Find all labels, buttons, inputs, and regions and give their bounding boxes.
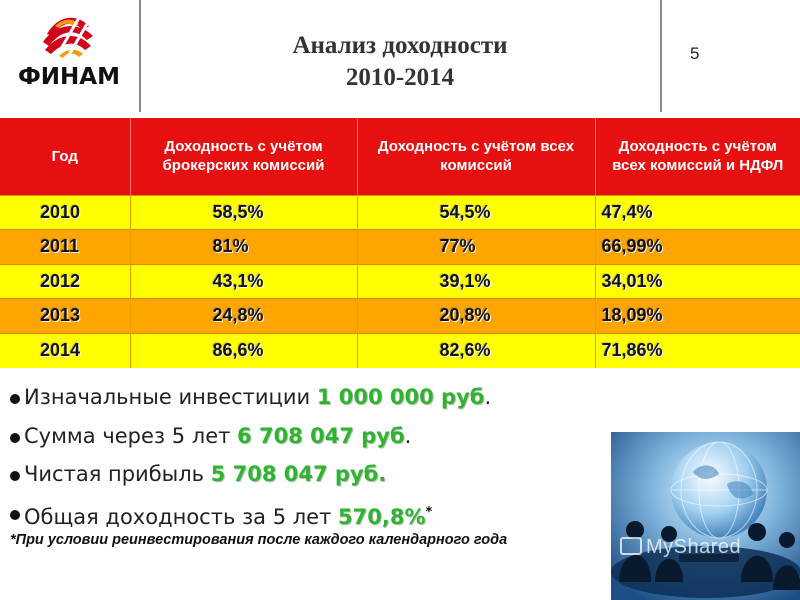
bullet-suffix: .: [404, 423, 412, 448]
table-row: [0, 299, 800, 334]
cell-year: 2011: [0, 230, 130, 265]
bullet-value: 5 708 047 руб.: [210, 462, 387, 486]
cell-all-fees: 39,1%: [357, 264, 595, 299]
cell-year: 2013: [0, 299, 130, 334]
cell-all-fees: 77%: [357, 230, 595, 265]
cell-all-fees-tax: 34,01%: [595, 264, 800, 299]
cell-year: 2014: [0, 333, 130, 368]
returns-table: [0, 118, 800, 368]
table-row: [0, 195, 800, 230]
slide-title-line2: 2010-2014: [345, 64, 455, 91]
header-divider-left: [139, 0, 141, 112]
cell-broker-fees: 86,6%: [130, 333, 357, 368]
bullet-text: Сумма через 5 лет: [24, 423, 238, 448]
slide-title: [142, 30, 658, 94]
cell-year: 2012: [0, 264, 130, 299]
business-globe-image: [611, 432, 800, 600]
cell-broker-fees: 81%: [130, 230, 357, 265]
cell-all-fees: 20,8%: [357, 299, 595, 334]
header-all-fees: Доходность с учётом всех комиссий: [357, 118, 595, 195]
bullet-value: 1 000 000 руб: [316, 385, 485, 409]
header-broker-fees: Доходность с учётом брокерских комиссий: [130, 118, 357, 195]
watermark-logo-icon: [620, 537, 642, 555]
table-row: [0, 264, 800, 299]
list-item-initial-investment: [10, 378, 610, 417]
table-header-row: [0, 118, 800, 195]
cell-all-fees-tax: 18,09%: [595, 299, 800, 334]
watermark: [620, 536, 741, 559]
cell-broker-fees: 43,1%: [130, 264, 357, 299]
cell-all-fees-tax: 66,99%: [595, 230, 800, 265]
footnote: *При условии реинвестирования после каждого календарного года: [10, 532, 508, 548]
cell-all-fees-tax: 47,4%: [595, 195, 800, 230]
header-divider-right: [660, 0, 662, 112]
bullet-text: Изначальные инвестиции: [24, 385, 317, 409]
cell-all-fees: 54,5%: [357, 195, 595, 230]
cell-all-fees: 82,6%: [357, 333, 595, 368]
cell-all-fees-tax: 71,86%: [595, 333, 800, 368]
logo-text: ФИНАМ: [18, 64, 120, 90]
bullet-suffix: .: [484, 385, 492, 409]
header-year: Год: [0, 118, 130, 195]
watermark-text: MyShared: [646, 536, 742, 558]
list-item-total-amount: [10, 417, 610, 456]
bullet-value: 570,8%: [338, 504, 426, 529]
page-number: 5: [690, 44, 700, 63]
bullet-text: Чистая прибыль: [24, 462, 211, 486]
header-all-fees-tax: Доходность с учётом всех комиссий и НДФЛ: [595, 118, 800, 195]
cell-broker-fees: 24,8%: [130, 299, 357, 334]
list-item-total-return: [10, 494, 610, 533]
table-row: [0, 230, 800, 265]
bullet-text: Общая доходность за 5 лет: [24, 504, 339, 529]
list-item-net-profit: [10, 455, 610, 494]
cell-year: 2010: [0, 195, 130, 230]
summary-list: [10, 378, 610, 532]
table-row: [0, 333, 800, 368]
bullet-value: 6 708 047 руб: [237, 423, 405, 448]
cell-broker-fees: 58,5%: [130, 195, 357, 230]
slide-title-line1: Анализ доходности: [292, 32, 508, 59]
bullet-footnote-mark: *: [425, 504, 433, 520]
